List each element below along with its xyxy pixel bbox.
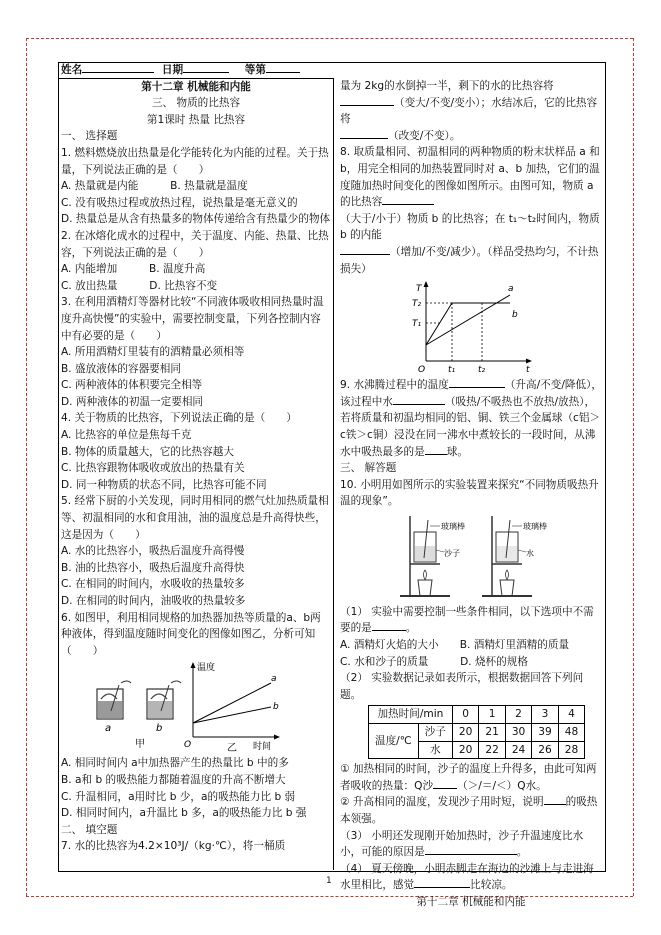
right-line-5 xyxy=(340,244,602,277)
q10-figure xyxy=(340,512,602,602)
q10-blank-2[interactable] xyxy=(433,788,457,789)
table-cell: 39 xyxy=(532,724,558,742)
q10-option-ab: A. 酒精灯火焰的大小 B. 酒精灯里酒精的质量 xyxy=(340,639,570,652)
q10-blank-4[interactable] xyxy=(425,854,517,855)
table-time-3: 3 xyxy=(532,706,558,724)
left-line-2: C. 没有吸热过程或放热过程，说热量是毫无意义的 xyxy=(61,196,298,209)
table-cell: 22 xyxy=(479,741,505,759)
q6-figure xyxy=(61,661,331,753)
page-border-left xyxy=(26,38,27,896)
q10-4-text: （4） 夏天傍晚，小明赤脚走在海边的沙滩上与走进海水里相比，感觉 xyxy=(340,862,594,892)
left-line-17: 5. 经常下厨的小关发现，同时用相同的燃气灶加热质量相等、初温相同的水和食用油，油的温度总是升高得快些，这是因为（ ） xyxy=(61,495,329,541)
rank-label: 等第 xyxy=(244,64,266,76)
q10-3-text: （3） 小明还发现刚开始加热时，沙子升温速度比水小，可能的原因是 xyxy=(340,829,584,859)
q8-T: T xyxy=(416,284,422,295)
q10-4-text-b: 比较凉。 xyxy=(470,879,513,892)
left-line-8: A. 所用酒精灯里装有的酒精量必须相等 xyxy=(61,346,245,359)
right-line-2-text: （改变/不变）。 xyxy=(388,129,461,142)
left-line-16: D. 同一种物质的状态不同，比热容可能不同 xyxy=(61,478,267,491)
q8-b: b xyxy=(512,310,518,321)
q8-t2: t₂ xyxy=(478,365,486,376)
left-line-6: C. 放出热量 D. 比热容不变 xyxy=(61,279,218,292)
left-line-22: 6. 如图甲，利用相同规格的加热器加热等质量的a、b两种液体，得到温度随时间变化的图像如图乙，分析可知（ ） xyxy=(61,611,321,657)
table-cell: 20 xyxy=(452,741,478,759)
page-border-top xyxy=(26,38,633,39)
q8-figure xyxy=(340,279,602,375)
left-line-0: 1. 燃料燃烧放出热量是化学能转化为内能的过程。关于热量，下列说法正确的是（ ） xyxy=(61,146,329,176)
table-time-1: 1 xyxy=(479,706,505,724)
table-cell: 28 xyxy=(558,741,584,759)
q9-blank-1[interactable] xyxy=(449,387,505,388)
table-cell: 26 xyxy=(532,741,558,759)
q7-blank-2[interactable] xyxy=(340,138,388,139)
table-cell: 24 xyxy=(505,741,531,759)
left-line-20: C. 在相同的时间内，水吸收的热量较多 xyxy=(61,578,245,591)
q10-intro: 10. 小明用如图所示的实验装置来探究“不同物质吸热升温的现象”。 xyxy=(340,478,599,508)
left-line-14: B. 物体的质量越大，它的比热容越大 xyxy=(61,445,234,458)
q6-label-a: a xyxy=(105,723,112,735)
table-row-sand xyxy=(369,724,585,742)
q10-blank-1[interactable] xyxy=(372,630,406,631)
q6-graph-b: b xyxy=(273,702,279,713)
q10-1: （1） 实验中需要控制一些条件相同，以下选项中不需要的是 。 xyxy=(340,605,594,635)
q8-graph-svg xyxy=(340,279,602,375)
q9-blank-3[interactable] xyxy=(425,454,447,455)
q8-t1: t₁ xyxy=(448,365,456,376)
beaker-a-drawing xyxy=(97,681,131,719)
q6-figure-svg xyxy=(61,661,331,753)
q10-blank-5[interactable] xyxy=(414,887,470,888)
section-title: 三、 物质的比热容 xyxy=(151,97,241,110)
q10-3 xyxy=(340,828,602,861)
right-line-5-text: （增加/不变/减少）。（样品受热均匀，不计热损失） xyxy=(340,245,599,275)
column-divider xyxy=(333,78,334,870)
table-cell: 21 xyxy=(479,724,505,742)
q6-graph xyxy=(184,661,280,753)
right-line-0: 量为 2kg的水倒掉一半，剩下的水的比热容将 xyxy=(340,80,554,92)
right-mid-0 xyxy=(340,377,602,460)
right-column xyxy=(340,78,602,911)
left-line-10: C. 两种液体的体积要完全相等 xyxy=(61,379,203,392)
left-after-1: B. a和 b 的吸热能力都随着温度的升高不断增大 xyxy=(61,773,286,786)
q10-apparatus-svg xyxy=(340,512,602,602)
left-line-21: D. 在相同的时间内，油吸收的热量较多 xyxy=(61,595,246,607)
q9-text-1: 9. 水沸腾过程中的温度 xyxy=(340,379,449,392)
right-line-1 xyxy=(340,95,602,128)
beaker-b-drawing xyxy=(147,681,181,719)
q10-2-2-text: ② 升高相同的温度，发现沙子用时短，说明 xyxy=(340,796,544,809)
left-line-12: 4. 关于物质的比热容，下列说法正确的是（ ） xyxy=(61,412,297,425)
lesson-title: 第1课时 热量 比热容 xyxy=(146,113,246,126)
q10-option-cd: C. 水和沙子的质量 D. 烧杯的规格 xyxy=(340,655,528,668)
left-line-5: A. 内能增加 B. 温度升高 xyxy=(61,263,206,276)
table-cell: 48 xyxy=(558,724,584,742)
footer-chapter: 第十二章 机械能和内能 xyxy=(416,895,526,908)
q9-text-3: （吸热/不吸热也不放热/放热），若将质量和初温均相同的铝、铜、铁三个金属球（c铝＞c铁＞c铜）浸没在同一沸水中煮较长的一段时间，从沸水中吸热最多的是 xyxy=(340,395,601,458)
q9-text-4: 球。 xyxy=(446,445,468,458)
q8-blank-1[interactable] xyxy=(382,204,434,205)
left-after-2: C. 升温相同，a用时比 b 少，a的吸热能力比 b 弱 xyxy=(61,790,296,803)
right-line-3 xyxy=(340,144,602,210)
left-line-7: 3. 在利用酒精灯等器材比较“不同液体吸收相同热量时温度升高快慢”的实验中，需要控制变量，下列各控制内容中有必要的是（ ） xyxy=(61,296,324,342)
q9-blank-2[interactable] xyxy=(393,404,445,405)
q10-label-rod-2: 玻璃棒 xyxy=(523,521,547,531)
q8-t: t xyxy=(526,365,530,376)
q10-2-1-text-b: （＞/＝/＜）Q水。 xyxy=(457,779,547,792)
data-table xyxy=(368,705,585,759)
right-line-1-text: （变大/不变/变小）；水结冰后，它的比热容将 xyxy=(340,96,598,126)
left-line-3: D. 热量总是从含有热量多的物体传递给含有热量少的物体 xyxy=(61,213,331,226)
left-line-1: A. 热量就是内能 B. 热量就是温度 xyxy=(61,180,248,193)
left-line-15: C. 比热容跟物体吸收或放出的热量有关 xyxy=(61,462,245,475)
q10-3-text-b: 。 xyxy=(516,846,528,859)
q10-2-1-text: ① 加热相同的时间，沙子的温度上升得多，由此可知两者吸收的热量：Q沙 xyxy=(340,763,597,792)
q10-1-text: （1） 实验中需要控制一些条件相同，以下选项中不需要的是 xyxy=(340,605,594,635)
q10-4 xyxy=(340,861,602,894)
left-after-3: D. 相同时间内，a升温比 b 多，a的吸热能力比 b 强 xyxy=(61,807,307,820)
q6-origin: O xyxy=(184,740,192,751)
header-info xyxy=(61,62,331,79)
q10-2-2 xyxy=(340,794,602,827)
table-header-time: 加热时间/min xyxy=(369,706,453,724)
table-temp-label: 温度/℃ xyxy=(369,724,419,759)
table-time-0: 0 xyxy=(452,706,478,724)
page-number: 1 xyxy=(326,876,332,886)
name-label: 姓名 xyxy=(61,64,83,76)
q10-2-2-text-b: 的吸热本领强。 xyxy=(340,796,598,825)
q10-label-water: 水 xyxy=(526,548,534,558)
q6-label-yi: 乙 xyxy=(227,743,237,754)
left-after-0: A. 相同时间内 a中加热器产生的热量比 b 中的多 xyxy=(61,757,289,770)
q6-label-b: b xyxy=(156,723,163,735)
table-water-name: 水 xyxy=(418,741,452,759)
left-line-13: A. 比热容的单位是焦每千克 xyxy=(61,429,192,442)
table-sand-name: 沙子 xyxy=(418,724,452,742)
q7-blank-1[interactable] xyxy=(340,105,394,106)
right-line-3-text: 8. 取质量相同、初温相同的两种物质的粉末状样品 a 和 b，用完全相同的加热装置同时对 a、b 加热，它们的温度随加热时间变化的图像如图所示。由图可知，物质 a的比热容 xyxy=(340,146,600,209)
q6-axis-y: 温度 xyxy=(197,663,216,674)
chapter-title: 第十二章 机械能和内能 xyxy=(141,80,251,93)
right-line-4-text: （大于/小于）物质 b 的比热容；在 t₁～t₂时间内，物质 b 的内能 xyxy=(340,212,600,242)
left-line-4: 2. 在冰熔化成水的过程中，关于温度、内能、热量、比热容，下列说法正确的是（ ） xyxy=(61,229,329,259)
left-line-9: B. 盛放液体的容器要相同 xyxy=(61,362,181,375)
q6-axis-x: 时间 xyxy=(253,742,272,753)
date-label: 日期 xyxy=(161,64,184,76)
left-line-11: D. 两种液体的初温一定要相同 xyxy=(61,395,204,408)
right-line-2 xyxy=(340,128,602,145)
table-cell: 20 xyxy=(452,724,478,742)
q6-graph-a: a xyxy=(271,674,277,685)
q10-label-rod-1: 玻璃棒 xyxy=(441,521,465,531)
q10-blank-3[interactable] xyxy=(544,804,566,805)
table-time-2: 2 xyxy=(505,706,531,724)
left-line-18: A. 水的比热容小，吸热后温度升高得慢 xyxy=(61,545,245,558)
right-line-4 xyxy=(340,211,602,244)
left-column xyxy=(61,62,331,855)
q6-label-jia: 甲 xyxy=(135,739,145,751)
q10-label-sand: 沙子 xyxy=(444,548,460,558)
q7-start: 7. 水的比热容为4.2×10³J/（kg·℃），将一桶质 xyxy=(61,840,286,853)
q8-T1: T₁ xyxy=(412,319,422,330)
left-line-19: B. 油的比热容小，吸热后温度升高得快 xyxy=(61,561,245,574)
q10-2-1 xyxy=(340,761,602,794)
section-choice: 一、 选择题 xyxy=(61,130,118,143)
section-answer: 三、 解答题 xyxy=(340,462,397,475)
q8-a: a xyxy=(508,284,514,295)
section-fill: 二、 填空题 xyxy=(61,823,118,836)
table-time-4: 4 xyxy=(558,706,584,724)
q9-text-2: （升高/不变/降低），该过程中水 xyxy=(340,379,603,408)
table-cell: 30 xyxy=(505,724,531,742)
q8-T2: T₂ xyxy=(412,299,422,310)
q8-O: O xyxy=(418,365,426,376)
table-row-header xyxy=(369,706,585,724)
q8-blank-2[interactable] xyxy=(340,254,390,255)
q10-2: （2） 实验数据记录如表所示，根据数据回答下列问题。 xyxy=(340,672,584,701)
page-border-right xyxy=(633,38,634,896)
